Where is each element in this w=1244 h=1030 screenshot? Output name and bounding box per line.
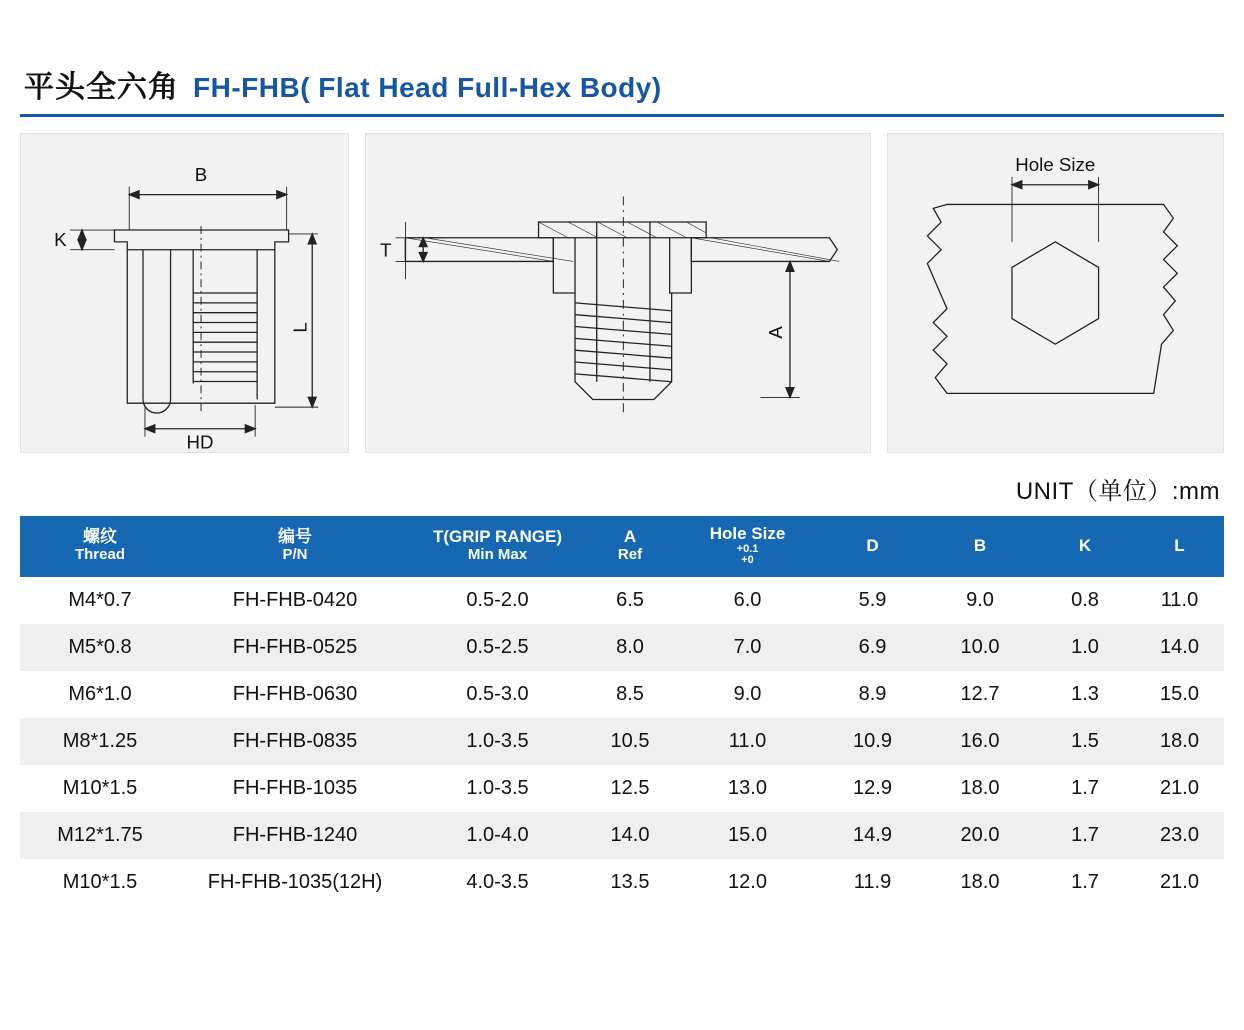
cell-pn: FH-FHB-1240 (232, 823, 358, 846)
cell-a: 10.5 (610, 729, 650, 752)
cell-thread: M6*1.0 (68, 682, 132, 705)
cell-pn: FH-FHB-1035 (232, 776, 358, 799)
cell-b: 18.0 (960, 870, 1000, 893)
cell-b: 9.0 (966, 588, 994, 611)
cell-hole: 6.0 (733, 588, 762, 611)
page-title (20, 0, 1224, 106)
cell-hole: 9.0 (733, 682, 762, 705)
cell-a: 8.0 (616, 635, 644, 658)
cell-pn: FH-FHB-0420 (232, 588, 358, 611)
table-body (20, 577, 1224, 906)
cell-d: 5.9 (858, 588, 887, 611)
cell-k: 1.5 (1071, 729, 1099, 752)
cell-b: 12.7 (960, 682, 1000, 705)
cell-d: 10.9 (853, 729, 892, 752)
page-title-chinese: 平头全六角 (24, 71, 179, 104)
table-row (20, 765, 1224, 812)
header-grip-range (410, 516, 585, 577)
header-pn (180, 516, 410, 577)
cell-l: 18.0 (1160, 729, 1199, 752)
figure-row (20, 133, 1224, 453)
cell-thread: M10*1.5 (62, 870, 138, 893)
cell-l: 14.0 (1160, 635, 1199, 658)
header-thread (20, 516, 180, 577)
table-row (20, 671, 1224, 718)
cell-k: 1.3 (1071, 682, 1099, 705)
cell-hole: 15.0 (728, 823, 767, 846)
header-hole-tolerance-upper: +0.1 (736, 542, 759, 555)
table-row (20, 859, 1224, 906)
header-b-main: B (973, 535, 987, 555)
header-hole-main: Hole Size (709, 524, 786, 543)
table-header-row (20, 516, 1224, 577)
cell-k: 1.7 (1071, 870, 1099, 893)
header-a-main: A (623, 526, 637, 546)
cell-d: 6.9 (858, 635, 887, 658)
cell-grip: 0.5-3.0 (466, 682, 529, 705)
header-k (1035, 516, 1135, 577)
table-row (20, 624, 1224, 671)
cell-b: 18.0 (960, 776, 1000, 799)
cell-b: 16.0 (960, 729, 1000, 752)
figure-hole-pattern (887, 133, 1224, 453)
cell-grip: 1.0-3.5 (466, 729, 529, 752)
cell-pn: FH-FHB-0630 (232, 682, 358, 705)
header-pn-main: 编号 (278, 526, 312, 546)
header-l (1135, 516, 1224, 577)
table-row (20, 577, 1224, 624)
figure1-label-hd: HD (186, 431, 214, 452)
cell-thread: M8*1.25 (62, 729, 138, 752)
cell-hole: 13.0 (728, 776, 767, 799)
unit-note: UNIT（单位）:mm (1015, 478, 1220, 505)
cell-grip: 1.0-3.5 (466, 776, 529, 799)
header-a-sub: Ref (617, 546, 643, 564)
cell-b: 20.0 (960, 823, 1000, 846)
cell-a: 6.5 (616, 588, 644, 611)
cell-grip: 1.0-4.0 (466, 823, 529, 846)
table-row (20, 718, 1224, 765)
cell-pn: FH-FHB-0835 (232, 729, 358, 752)
cell-grip: 0.5-2.5 (466, 635, 529, 658)
cell-thread: M12*1.75 (57, 823, 143, 846)
page-title-english: FH-FHB( Flat Head Full-Hex Body) (193, 72, 662, 103)
cell-a: 13.5 (610, 870, 650, 893)
cell-hole: 7.0 (733, 635, 762, 658)
header-a (585, 516, 675, 577)
cell-pn: FH-FHB-1035(12H) (207, 870, 383, 893)
cell-d: 8.9 (858, 682, 887, 705)
cell-b: 10.0 (960, 635, 1000, 658)
cell-l: 21.0 (1160, 776, 1199, 799)
figure-side-section (20, 133, 349, 453)
header-hole-size (675, 516, 820, 577)
figure-installed-section (365, 133, 872, 453)
figure2-label-t: T (379, 239, 392, 261)
header-d (820, 516, 925, 577)
cell-k: 0.8 (1071, 588, 1099, 611)
spec-table (20, 516, 1224, 906)
cell-hole: 12.0 (728, 870, 767, 893)
header-grip-main: T(GRIP RANGE) (432, 526, 563, 546)
cell-hole: 11.0 (728, 729, 767, 752)
cell-thread: M10*1.5 (62, 776, 138, 799)
figure1-label-l: L (289, 322, 311, 333)
cell-l: 21.0 (1160, 870, 1199, 893)
cell-grip: 4.0-3.5 (466, 870, 529, 893)
header-grip-sub: Min Max (467, 546, 528, 564)
cell-a: 14.0 (610, 823, 650, 846)
header-b (925, 516, 1035, 577)
cell-thread: M5*0.8 (68, 635, 132, 658)
cell-d: 14.9 (853, 823, 892, 846)
header-d-main: D (866, 535, 879, 555)
header-hole-tolerance-lower: +0 (741, 554, 754, 567)
cell-d: 11.9 (853, 870, 892, 893)
header-k-main: K (1078, 535, 1092, 555)
table-row (20, 812, 1224, 859)
cell-thread: M4*0.7 (68, 588, 132, 611)
figure3-label-hole-size: Hole Size (1015, 153, 1096, 175)
cell-k: 1.7 (1071, 823, 1099, 846)
cell-d: 12.9 (853, 776, 892, 799)
figure2-label-a: A (764, 326, 786, 339)
cell-grip: 0.5-2.0 (466, 588, 529, 611)
cell-a: 8.5 (616, 682, 644, 705)
cell-k: 1.7 (1071, 776, 1099, 799)
figure1-label-b: B (194, 163, 208, 185)
cell-k: 1.0 (1071, 635, 1099, 658)
cell-l: 15.0 (1160, 682, 1199, 705)
header-pn-sub: P/N (282, 546, 308, 564)
figure1-label-k: K (54, 228, 67, 250)
header-thread-sub: Thread (74, 546, 125, 564)
cell-a: 12.5 (610, 776, 650, 799)
title-divider (20, 114, 1224, 117)
header-thread-main: 螺纹 (83, 526, 117, 546)
header-l-main: L (1174, 535, 1185, 555)
cell-l: 23.0 (1160, 823, 1199, 846)
cell-l: 11.0 (1160, 588, 1199, 611)
cell-pn: FH-FHB-0525 (232, 635, 358, 658)
